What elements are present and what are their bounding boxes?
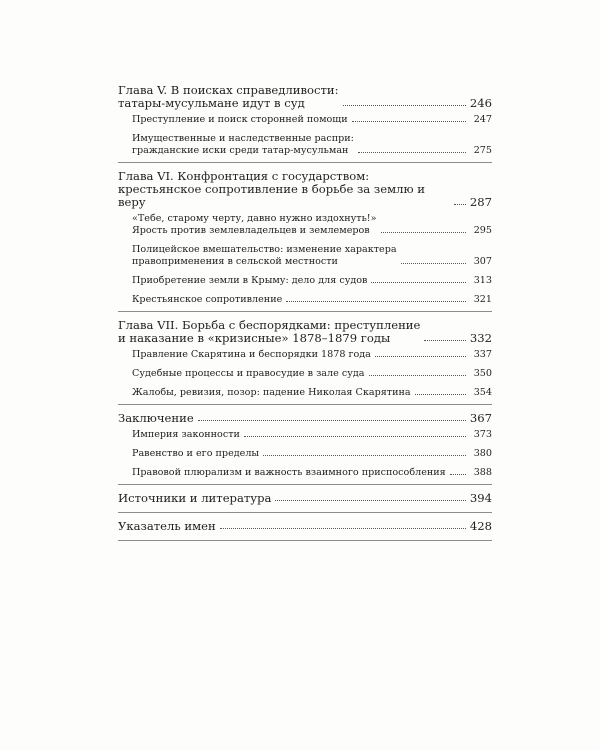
dot-leader (375, 355, 466, 357)
section-title (132, 275, 367, 287)
page-number: 380 (473, 448, 492, 459)
toc-entry-section[interactable] (118, 387, 492, 399)
dot-leader (244, 435, 466, 437)
section-title-line-2: гражданские иски среди татар-мусульман (132, 145, 349, 156)
index-title-line: Указатель имен (118, 519, 216, 533)
chapter-5-title-line-1: Глава V. В поисках справедливости: (118, 83, 339, 97)
conclusion-title (118, 412, 194, 425)
toc-entry-section[interactable] (118, 213, 492, 237)
index-title (118, 520, 216, 533)
dot-leader (352, 120, 466, 122)
chapter-6-title (118, 170, 450, 209)
page-number: 275 (473, 145, 492, 156)
section-title-line-1: Судебные процессы и правосудие в зале суда (132, 368, 365, 379)
section-title (132, 448, 259, 460)
dot-leader (263, 454, 466, 456)
dot-leader (369, 374, 467, 376)
chapter-7-title-line-1: Глава VII. Борьба с беспорядками: преступление (118, 318, 421, 332)
section-title-line-1: Правовой плюрализм и важность взаимного приспособления (132, 467, 446, 478)
sources-title-line: Источники и литература (118, 491, 272, 505)
dot-leader (415, 393, 466, 395)
page-number: 287 (469, 195, 492, 209)
dot-leader (450, 473, 466, 475)
section-title-line-1: Полицейское вмешательство: изменение характера (132, 244, 397, 255)
page-number: 428 (469, 519, 492, 533)
dot-leader (381, 231, 466, 233)
dot-leader (454, 203, 466, 205)
section-title-line-1: Имущественные и наследственные распри: (132, 133, 354, 144)
toc-entry-sources[interactable] (118, 492, 492, 505)
section-title-line-1: Равенство и его пределы (132, 448, 260, 459)
dot-leader (343, 104, 466, 106)
section-title-line-1: Жалобы, ревизия, позор: падение Николая Скарятина (132, 387, 411, 398)
toc-entry-section[interactable] (118, 244, 492, 268)
conclusion-title-line: Заключение (118, 411, 194, 425)
section-title (132, 387, 411, 399)
chapter-6-title-line-2: крестьянское сопротивление в борьбе за землю и веру (118, 182, 425, 209)
page-number: 321 (473, 294, 492, 305)
toc-entry-chapter-7[interactable] (118, 319, 492, 345)
chapter-6-block (118, 170, 492, 312)
chapter-7-title-line-2: и наказание в «кризисные» 1878–1879 годы (118, 331, 391, 345)
section-title (132, 114, 348, 126)
dot-leader (424, 339, 465, 341)
chapter-6-title-line-1: Глава VI. Конфронтация с государством: (118, 169, 370, 183)
toc-entry-section[interactable] (118, 429, 492, 441)
page-number: 332 (469, 331, 492, 345)
section-title (132, 467, 446, 479)
toc-entry-section[interactable] (118, 467, 492, 479)
dot-leader (371, 281, 466, 283)
section-title-line-1: Преступление и поиск сторонней помощи (132, 114, 348, 125)
page-number: 247 (473, 114, 492, 125)
dot-leader (401, 262, 466, 264)
toc-entry-section[interactable] (118, 114, 492, 126)
toc-entry-chapter-5[interactable] (118, 84, 492, 110)
chapter-5-block (118, 84, 492, 163)
section-title (132, 244, 397, 268)
dot-leader (275, 499, 465, 501)
page-number: 394 (469, 491, 492, 505)
page-number: 307 (473, 256, 492, 267)
section-title-line-2: правоприменения в сельской местности (132, 256, 338, 267)
page-number: 337 (473, 349, 492, 360)
page-number: 313 (473, 275, 492, 286)
section-title-line-1: Приобретение земли в Крыму: дело для судов (132, 275, 368, 286)
section-title-line-1: Империя законности (132, 429, 240, 440)
chapter-5-title-line-2: татары-мусульмане идут в суд (118, 96, 305, 110)
index-block (118, 520, 492, 541)
toc-entry-section[interactable] (118, 448, 492, 460)
toc-entry-section[interactable] (118, 275, 492, 287)
sources-title (118, 492, 271, 505)
toc-entry-section[interactable] (118, 349, 492, 361)
dot-leader (286, 300, 466, 302)
page-number: 373 (473, 429, 492, 440)
page-number: 367 (469, 411, 492, 425)
toc-entry-chapter-6[interactable] (118, 170, 492, 209)
section-title (132, 349, 371, 361)
toc-entry-conclusion[interactable] (118, 412, 492, 425)
section-title-line-2: Ярость против землевладельцев и землемеров (132, 225, 370, 236)
table-of-contents (118, 84, 492, 548)
dot-leader (220, 527, 466, 529)
section-title (132, 429, 240, 441)
page-number: 295 (473, 225, 492, 236)
section-title-line-1: Крестьянское сопротивление (132, 294, 283, 305)
chapter-7-block (118, 319, 492, 405)
toc-entry-section[interactable] (118, 368, 492, 380)
section-title (132, 213, 377, 237)
section-title (132, 294, 282, 306)
section-title-line-1: «Тебе, старому черту, давно нужно издохнуть!» (132, 213, 377, 224)
page-number: 350 (473, 368, 492, 379)
section-title (132, 133, 354, 157)
sources-block (118, 492, 492, 513)
dot-leader (198, 419, 466, 421)
toc-entry-section[interactable] (118, 294, 492, 306)
page-number: 388 (473, 467, 492, 478)
conclusion-block (118, 412, 492, 485)
section-title (132, 368, 365, 380)
chapter-5-title (118, 84, 339, 110)
dot-leader (358, 151, 466, 153)
chapter-7-title (118, 319, 420, 345)
toc-entry-section[interactable] (118, 133, 492, 157)
page-number: 246 (469, 96, 492, 110)
page-number: 354 (473, 387, 492, 398)
toc-entry-index[interactable] (118, 520, 492, 533)
section-title-line-1: Правление Скарятина и беспорядки 1878 года (132, 349, 371, 360)
